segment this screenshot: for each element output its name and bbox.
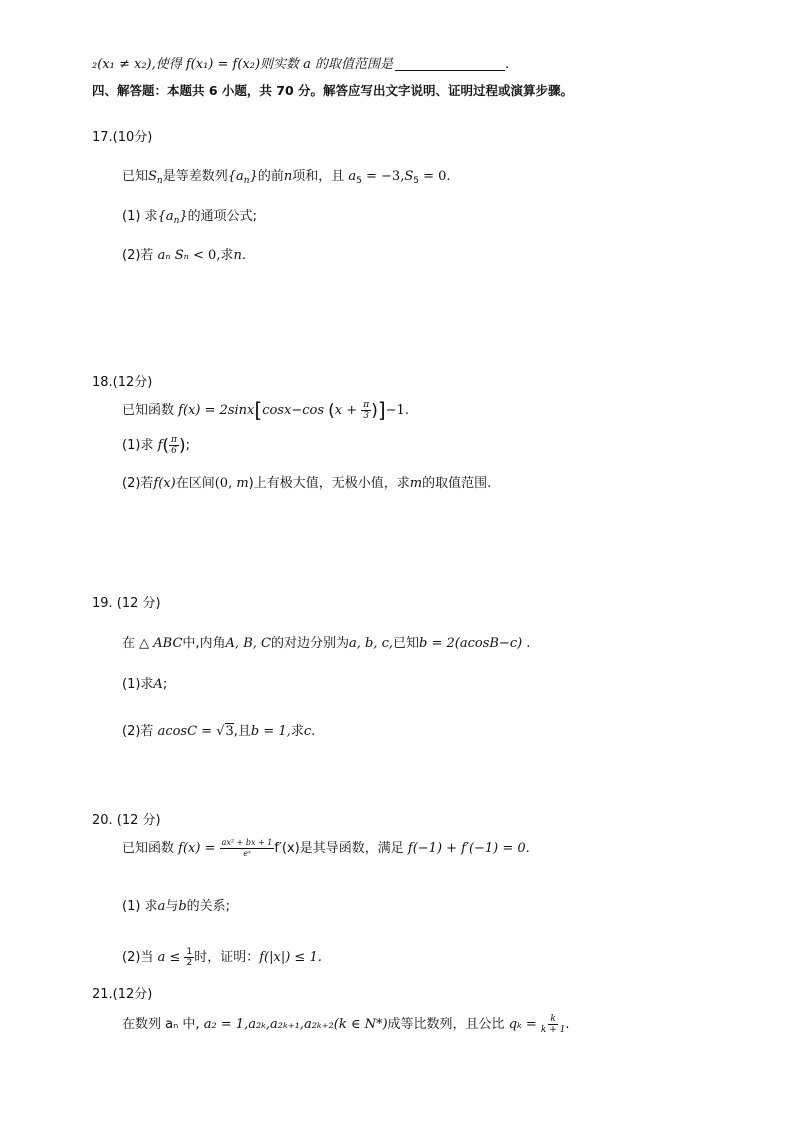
q21-number: 21.(12分) (92, 987, 153, 1002)
fraction-ax2: $\frac{\text{ax² + bx + 1}}{\text{eˣ}}$ (221, 838, 273, 858)
q17-stem: 已知$S_n$是等差数列$\{a_n\}$的前n项和，且 $a_5 = -3,S_5 = 0$. (122, 169, 451, 186)
q21-stem: 在数列 aₙ 中, a₂ = 1,a₂ₖ,a₂ₖ₊₁,a₂ₖ₊₂(k ∈ N*)成等比数列，且公比 qₖ = $\frac{k}{k + 1}$ . (122, 1014, 570, 1035)
q17-part2: (2)若 aₙ Sₙ < 0,求n. (122, 248, 246, 263)
pi-over-3: $\frac{\pi}{3}$ (363, 400, 370, 421)
q19-heading (92, 595, 161, 613)
section-heading-text: 四、解答题：本题共 6 小题，共 70 分。解答应写出文字说明、证明过程或演算步骤。 (92, 83, 574, 98)
q20-part2: (2)当 a ≤ $\frac{1}{2}$ 时，证明：f(|x|) ≤ 1. (122, 947, 322, 968)
q19-part2: (2)若 acosC = √3,且b = 1,求c. (122, 724, 316, 739)
q17-part1: (1) 求$\{a_n\}$的通项公式; (122, 209, 258, 226)
q20-heading (92, 812, 161, 830)
end-period: . (505, 57, 510, 72)
q20-number: 20. (12 分) (92, 813, 161, 828)
pi-over-6: $\frac{\pi}{6}$ (171, 435, 177, 456)
condition-text: ₂(x₁ ≠ x₂),使得 f(x₁) = f(x₂)则实数 a 的取值范围是 (92, 57, 394, 72)
q19-stem: 在 △ ABC中,内角A, B, C的对边分别为a, b, c,已知b = 2(acosB−c) . (122, 636, 531, 651)
q18-part2: (2)若f(x)在区间(0, m)上有极大值，无极小值，求m的取值范围. (122, 476, 492, 491)
q20-stem: 已知函数 f(x) = $\frac{\text{ax² + bx + 1}}{\text{eˣ}}$ f′(x)是其导函数，满足 f(−1) + f′(−1) = 0. (122, 838, 530, 858)
half-fraction: $\frac{1}{2}$ (186, 947, 193, 968)
q19-number: 19. (12 分) (92, 596, 161, 611)
answer-blank (395, 57, 505, 71)
q21-heading (92, 986, 152, 1004)
k-over-k-plus-1: $\frac{k}{k + 1}$ (540, 1014, 566, 1035)
q20-part1: (1) 求a与b的关系; (122, 899, 231, 914)
q18-heading (92, 374, 152, 392)
q18-part1: (1)求 f( $\frac{\pi}{6}$ ); (122, 435, 190, 456)
q17-number: 17.(10分) (92, 130, 153, 145)
q17-heading (92, 129, 152, 147)
previous-question-continuation (92, 56, 509, 74)
q19-part1: (1)求A; (122, 677, 168, 692)
q18-number: 18.(12分) (92, 375, 153, 390)
section-heading (92, 82, 573, 100)
q18-stem: 已知函数 f(x) = 2sinx[cosx−cos (x + $\frac{\pi}{3}$ )]−1. (122, 398, 409, 422)
